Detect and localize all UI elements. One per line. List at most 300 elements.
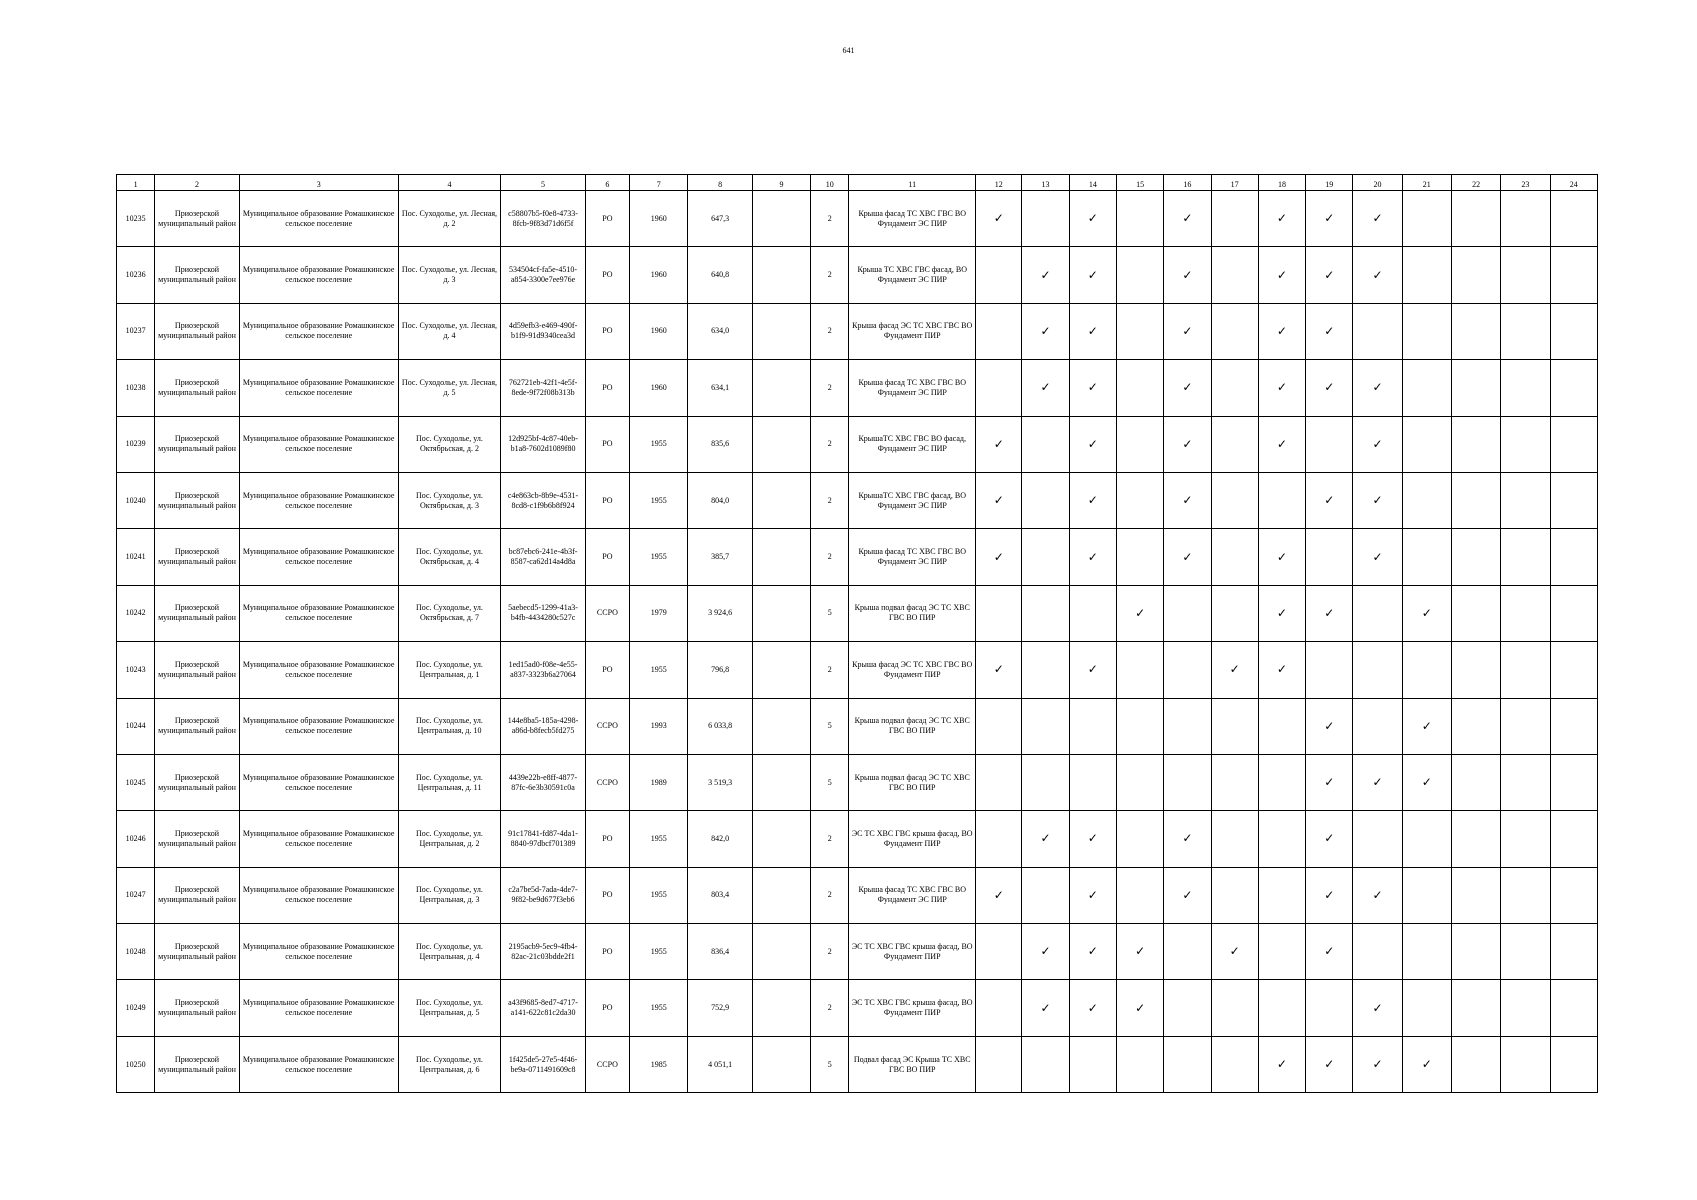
check-cell-col-17 — [1211, 754, 1258, 810]
column-9-cell — [752, 472, 810, 528]
district-cell: Приозерской муниципальный район — [155, 811, 240, 867]
year-cell: 1960 — [630, 303, 688, 359]
check-cell-col-21 — [1402, 191, 1451, 247]
column-10-cell: 2 — [811, 924, 849, 980]
check-cell-col-21 — [1402, 924, 1451, 980]
check-cell-col-18 — [1258, 1036, 1305, 1092]
check-cell-col-18 — [1258, 924, 1305, 980]
check-cell-col-24 — [1550, 247, 1597, 303]
column-9-cell — [752, 980, 810, 1036]
check-cell-col-15 — [1116, 303, 1163, 359]
table-row — [117, 1036, 1598, 1092]
check-cell-col-23 — [1501, 247, 1550, 303]
guid-cell: c2a7be5d-7ada-4de7-9f82-be9d677f3eb6 — [501, 867, 586, 923]
column-header-2: 2 — [155, 175, 240, 191]
works-cell: ЭС ТС ХВС ГВС крыша фасад, ВО Фундамент ПИР — [849, 924, 976, 980]
check-cell-col-13 — [1022, 1036, 1069, 1092]
check-mark-icon: ✓ — [1087, 323, 1098, 338]
check-cell-col-13 — [1022, 529, 1069, 585]
row-id-cell: 10236 — [117, 247, 155, 303]
check-cell-col-22 — [1451, 980, 1500, 1036]
check-cell-col-15 — [1116, 1036, 1163, 1092]
check-cell-col-20 — [1353, 416, 1402, 472]
check-cell-col-14 — [1069, 529, 1116, 585]
check-cell-col-13 — [1022, 924, 1069, 980]
check-cell-col-21 — [1402, 472, 1451, 528]
check-cell-col-24 — [1550, 642, 1597, 698]
check-cell-col-24 — [1550, 585, 1597, 641]
check-cell-col-17 — [1211, 811, 1258, 867]
column-10-cell: 5 — [811, 585, 849, 641]
area-cell: 3 519,3 — [688, 754, 752, 810]
check-cell-col-18 — [1258, 811, 1305, 867]
check-mark-icon: ✓ — [1421, 718, 1432, 733]
works-cell: ЭС ТС ХВС ГВС крыша фасад, ВО Фундамент ПИР — [849, 980, 976, 1036]
check-mark-icon: ✓ — [1372, 1000, 1383, 1015]
check-cell-col-19 — [1306, 698, 1353, 754]
check-cell-col-14 — [1069, 867, 1116, 923]
check-mark-icon: ✓ — [1372, 1057, 1383, 1072]
check-cell-col-19 — [1306, 754, 1353, 810]
check-cell-col-20 — [1353, 529, 1402, 585]
check-cell-col-14 — [1069, 360, 1116, 416]
check-mark-icon: ✓ — [993, 493, 1004, 508]
check-cell-col-15 — [1116, 416, 1163, 472]
check-cell-col-22 — [1451, 191, 1500, 247]
table-row — [117, 416, 1598, 472]
check-cell-col-16 — [1164, 811, 1211, 867]
municipality-cell: Муниципальное образование Ромашкинское сельское поселение — [239, 303, 398, 359]
check-mark-icon: ✓ — [1372, 549, 1383, 564]
check-cell-col-15 — [1116, 585, 1163, 641]
municipality-cell: Муниципальное образование Ромашкинское сельское поселение — [239, 472, 398, 528]
check-cell-col-15 — [1116, 360, 1163, 416]
row-id-cell: 10238 — [117, 360, 155, 416]
district-cell: Приозерской муниципальный район — [155, 529, 240, 585]
check-cell-col-18 — [1258, 247, 1305, 303]
check-cell-col-15 — [1116, 529, 1163, 585]
check-mark-icon: ✓ — [1421, 775, 1432, 790]
check-mark-icon: ✓ — [1040, 944, 1051, 959]
works-cell: Крыша фасад ЭС ТС ХВС ГВС ВО Фундамент ПИР — [849, 303, 976, 359]
check-mark-icon: ✓ — [1087, 211, 1098, 226]
check-cell-col-15 — [1116, 247, 1163, 303]
check-cell-col-13 — [1022, 247, 1069, 303]
check-cell-col-17 — [1211, 642, 1258, 698]
column-header-3: 3 — [239, 175, 398, 191]
check-cell-col-15 — [1116, 811, 1163, 867]
area-cell: 835,6 — [688, 416, 752, 472]
check-mark-icon: ✓ — [1229, 662, 1240, 677]
check-cell-col-24 — [1550, 811, 1597, 867]
check-cell-col-22 — [1451, 754, 1500, 810]
area-cell: 836,4 — [688, 924, 752, 980]
check-cell-col-19 — [1306, 472, 1353, 528]
check-cell-col-21 — [1402, 247, 1451, 303]
address-cell: Пос. Суходолье, ул. Центральная, д. 11 — [398, 754, 501, 810]
address-cell: Пос. Суходолье, ул. Лесная, д. 5 — [398, 360, 501, 416]
check-cell-col-13 — [1022, 867, 1069, 923]
check-cell-col-15 — [1116, 867, 1163, 923]
area-cell: 634,0 — [688, 303, 752, 359]
check-mark-icon: ✓ — [1182, 493, 1193, 508]
building-type-cell: РО — [585, 191, 629, 247]
check-cell-col-16 — [1164, 247, 1211, 303]
check-cell-col-22 — [1451, 472, 1500, 528]
check-cell-col-24 — [1550, 191, 1597, 247]
check-cell-col-18 — [1258, 585, 1305, 641]
check-cell-col-24 — [1550, 980, 1597, 1036]
check-cell-col-20 — [1353, 980, 1402, 1036]
area-cell: 647,3 — [688, 191, 752, 247]
column-header-12: 12 — [976, 175, 1022, 191]
check-cell-col-13 — [1022, 698, 1069, 754]
check-cell-col-14 — [1069, 191, 1116, 247]
check-cell-col-17 — [1211, 529, 1258, 585]
table-row — [117, 980, 1598, 1036]
check-cell-col-16 — [1164, 529, 1211, 585]
column-header-4: 4 — [398, 175, 501, 191]
municipality-cell: Муниципальное образование Ромашкинское сельское поселение — [239, 529, 398, 585]
check-cell-col-14 — [1069, 811, 1116, 867]
column-header-24: 24 — [1550, 175, 1597, 191]
check-mark-icon: ✓ — [1182, 831, 1193, 846]
check-mark-icon: ✓ — [1229, 944, 1240, 959]
check-mark-icon: ✓ — [1276, 1057, 1287, 1072]
year-cell: 1955 — [630, 642, 688, 698]
check-cell-col-16 — [1164, 585, 1211, 641]
check-cell-col-12 — [976, 811, 1022, 867]
check-cell-col-24 — [1550, 416, 1597, 472]
table-row — [117, 303, 1598, 359]
column-header-20: 20 — [1353, 175, 1402, 191]
check-mark-icon: ✓ — [1087, 1000, 1098, 1015]
check-cell-col-12 — [976, 529, 1022, 585]
check-cell-col-23 — [1501, 698, 1550, 754]
check-mark-icon: ✓ — [1324, 323, 1335, 338]
check-mark-icon: ✓ — [1087, 549, 1098, 564]
check-cell-col-18 — [1258, 303, 1305, 359]
column-9-cell — [752, 416, 810, 472]
check-cell-col-20 — [1353, 303, 1402, 359]
check-cell-col-18 — [1258, 472, 1305, 528]
check-mark-icon: ✓ — [1324, 887, 1335, 902]
check-mark-icon: ✓ — [1040, 267, 1051, 282]
area-cell: 804,0 — [688, 472, 752, 528]
check-cell-col-19 — [1306, 642, 1353, 698]
guid-cell: 1f425de5-27e5-4f46-be9a-0711491609c8 — [501, 1036, 586, 1092]
check-cell-col-13 — [1022, 360, 1069, 416]
check-cell-col-13 — [1022, 416, 1069, 472]
check-cell-col-14 — [1069, 754, 1116, 810]
row-id-cell: 10245 — [117, 754, 155, 810]
year-cell: 1955 — [630, 811, 688, 867]
building-type-cell: РО — [585, 811, 629, 867]
column-10-cell: 5 — [811, 754, 849, 810]
area-cell: 752,9 — [688, 980, 752, 1036]
works-cell: ЭС ТС ХВС ГВС крыша фасад, ВО Фундамент ПИР — [849, 811, 976, 867]
check-cell-col-21 — [1402, 529, 1451, 585]
guid-cell: 4d59efb3-e469-490f-b1f9-91d9340cea3d — [501, 303, 586, 359]
check-cell-col-14 — [1069, 585, 1116, 641]
check-cell-col-21 — [1402, 698, 1451, 754]
check-mark-icon: ✓ — [993, 662, 1004, 677]
column-10-cell: 2 — [811, 247, 849, 303]
municipality-cell: Муниципальное образование Ромашкинское сельское поселение — [239, 980, 398, 1036]
check-mark-icon: ✓ — [993, 436, 1004, 451]
check-cell-col-17 — [1211, 698, 1258, 754]
check-cell-col-23 — [1501, 867, 1550, 923]
check-cell-col-20 — [1353, 472, 1402, 528]
check-cell-col-16 — [1164, 1036, 1211, 1092]
check-cell-col-20 — [1353, 1036, 1402, 1092]
check-cell-col-16 — [1164, 698, 1211, 754]
check-cell-col-21 — [1402, 642, 1451, 698]
check-mark-icon: ✓ — [1324, 718, 1335, 733]
row-id-cell: 10243 — [117, 642, 155, 698]
check-mark-icon: ✓ — [1040, 831, 1051, 846]
table-row — [117, 191, 1598, 247]
check-cell-col-12 — [976, 191, 1022, 247]
row-id-cell: 10246 — [117, 811, 155, 867]
district-cell: Приозерской муниципальный район — [155, 191, 240, 247]
check-mark-icon: ✓ — [1324, 380, 1335, 395]
check-mark-icon: ✓ — [1324, 831, 1335, 846]
table-row — [117, 472, 1598, 528]
area-cell: 796,8 — [688, 642, 752, 698]
table-row — [117, 867, 1598, 923]
check-cell-col-14 — [1069, 247, 1116, 303]
column-10-cell: 2 — [811, 360, 849, 416]
check-cell-col-19 — [1306, 867, 1353, 923]
check-mark-icon: ✓ — [1040, 380, 1051, 395]
building-type-cell: ССРО — [585, 585, 629, 641]
check-cell-col-23 — [1501, 642, 1550, 698]
column-9-cell — [752, 754, 810, 810]
municipality-cell: Муниципальное образование Ромашкинское сельское поселение — [239, 924, 398, 980]
check-cell-col-23 — [1501, 980, 1550, 1036]
check-mark-icon: ✓ — [1276, 436, 1287, 451]
check-cell-col-17 — [1211, 416, 1258, 472]
check-mark-icon: ✓ — [1182, 267, 1193, 282]
works-cell: Крыша ТС ХВС ГВС фасад, ВО Фундамент ЭС ПИР — [849, 247, 976, 303]
check-cell-col-12 — [976, 642, 1022, 698]
row-id-cell: 10247 — [117, 867, 155, 923]
table-row — [117, 247, 1598, 303]
check-cell-col-12 — [976, 980, 1022, 1036]
check-cell-col-23 — [1501, 416, 1550, 472]
check-cell-col-20 — [1353, 247, 1402, 303]
check-cell-col-21 — [1402, 416, 1451, 472]
check-cell-col-22 — [1451, 642, 1500, 698]
check-mark-icon: ✓ — [1421, 605, 1432, 620]
municipality-cell: Муниципальное образование Ромашкинское сельское поселение — [239, 754, 398, 810]
column-header-10: 10 — [811, 175, 849, 191]
check-cell-col-12 — [976, 247, 1022, 303]
check-cell-col-14 — [1069, 472, 1116, 528]
address-cell: Пос. Суходолье, ул. Центральная, д. 10 — [398, 698, 501, 754]
address-cell: Пос. Суходолье, ул. Центральная, д. 2 — [398, 811, 501, 867]
year-cell: 1955 — [630, 416, 688, 472]
building-type-cell: РО — [585, 980, 629, 1036]
check-mark-icon: ✓ — [1372, 380, 1383, 395]
check-cell-col-21 — [1402, 1036, 1451, 1092]
check-mark-icon: ✓ — [1040, 1000, 1051, 1015]
year-cell: 1989 — [630, 754, 688, 810]
address-cell: Пос. Суходолье, ул. Октябрьская, д. 7 — [398, 585, 501, 641]
check-mark-icon: ✓ — [1276, 211, 1287, 226]
area-cell: 385,7 — [688, 529, 752, 585]
check-cell-col-16 — [1164, 303, 1211, 359]
municipality-cell: Муниципальное образование Ромашкинское сельское поселение — [239, 585, 398, 641]
check-cell-col-22 — [1451, 698, 1500, 754]
check-cell-col-23 — [1501, 811, 1550, 867]
check-cell-col-13 — [1022, 472, 1069, 528]
check-cell-col-17 — [1211, 924, 1258, 980]
check-cell-col-12 — [976, 754, 1022, 810]
check-cell-col-21 — [1402, 867, 1451, 923]
check-mark-icon: ✓ — [1324, 605, 1335, 620]
check-cell-col-15 — [1116, 698, 1163, 754]
check-cell-col-13 — [1022, 303, 1069, 359]
check-cell-col-21 — [1402, 980, 1451, 1036]
building-type-cell: ССРО — [585, 698, 629, 754]
column-9-cell — [752, 585, 810, 641]
address-cell: Пос. Суходолье, ул. Центральная, д. 4 — [398, 924, 501, 980]
check-mark-icon: ✓ — [1087, 267, 1098, 282]
municipality-cell: Муниципальное образование Ромашкинское сельское поселение — [239, 191, 398, 247]
address-cell: Пос. Суходолье, ул. Центральная, д. 6 — [398, 1036, 501, 1092]
check-cell-col-19 — [1306, 191, 1353, 247]
area-cell: 803,4 — [688, 867, 752, 923]
area-cell: 640,8 — [688, 247, 752, 303]
check-cell-col-23 — [1501, 472, 1550, 528]
building-type-cell: РО — [585, 247, 629, 303]
check-cell-col-19 — [1306, 1036, 1353, 1092]
check-cell-col-23 — [1501, 303, 1550, 359]
check-cell-col-20 — [1353, 642, 1402, 698]
check-cell-col-20 — [1353, 811, 1402, 867]
check-cell-col-12 — [976, 698, 1022, 754]
column-header-19: 19 — [1306, 175, 1353, 191]
check-cell-col-12 — [976, 472, 1022, 528]
check-cell-col-21 — [1402, 360, 1451, 416]
check-cell-col-24 — [1550, 529, 1597, 585]
column-header-6: 6 — [585, 175, 629, 191]
table-body — [117, 191, 1598, 1093]
check-cell-col-18 — [1258, 416, 1305, 472]
table-row — [117, 360, 1598, 416]
year-cell: 1955 — [630, 924, 688, 980]
address-cell: Пос. Суходолье, ул. Лесная, д. 2 — [398, 191, 501, 247]
check-cell-col-15 — [1116, 924, 1163, 980]
check-cell-col-20 — [1353, 191, 1402, 247]
column-header-13: 13 — [1022, 175, 1069, 191]
check-mark-icon: ✓ — [993, 549, 1004, 564]
check-mark-icon: ✓ — [1324, 944, 1335, 959]
year-cell: 1955 — [630, 867, 688, 923]
table-row — [117, 698, 1598, 754]
column-10-cell: 2 — [811, 811, 849, 867]
guid-cell: 534504cf-fa5e-4510-a854-3300e7ee976e — [501, 247, 586, 303]
works-cell: Подвал фасад ЭС Крыша ТС ХВС ГВС ВО ПИР — [849, 1036, 976, 1092]
check-cell-col-23 — [1501, 754, 1550, 810]
column-header-23: 23 — [1501, 175, 1550, 191]
check-mark-icon: ✓ — [1182, 211, 1193, 226]
check-cell-col-18 — [1258, 698, 1305, 754]
building-type-cell: РО — [585, 360, 629, 416]
check-mark-icon: ✓ — [1087, 493, 1098, 508]
works-cell: Крыша фасад ЭС ТС ХВС ГВС ВО Фундамент ПИР — [849, 642, 976, 698]
check-cell-col-18 — [1258, 360, 1305, 416]
address-cell: Пос. Суходолье, ул. Центральная, д. 1 — [398, 642, 501, 698]
area-cell: 842,0 — [688, 811, 752, 867]
column-header-15: 15 — [1116, 175, 1163, 191]
guid-cell: 762721eb-42f1-4e5f-8ede-9f72f08b313b — [501, 360, 586, 416]
check-cell-col-17 — [1211, 980, 1258, 1036]
check-cell-col-17 — [1211, 303, 1258, 359]
check-mark-icon: ✓ — [1324, 211, 1335, 226]
area-cell: 6 033,8 — [688, 698, 752, 754]
check-mark-icon: ✓ — [1276, 323, 1287, 338]
column-10-cell: 2 — [811, 529, 849, 585]
check-mark-icon: ✓ — [1087, 831, 1098, 846]
column-header-16: 16 — [1164, 175, 1211, 191]
building-type-cell: ССРО — [585, 754, 629, 810]
column-9-cell — [752, 811, 810, 867]
check-cell-col-17 — [1211, 472, 1258, 528]
column-9-cell — [752, 642, 810, 698]
column-10-cell: 5 — [811, 1036, 849, 1092]
check-mark-icon: ✓ — [1182, 887, 1193, 902]
check-cell-col-24 — [1550, 1036, 1597, 1092]
check-cell-col-17 — [1211, 867, 1258, 923]
municipality-cell: Муниципальное образование Ромашкинское сельское поселение — [239, 360, 398, 416]
check-cell-col-23 — [1501, 360, 1550, 416]
column-header-8: 8 — [688, 175, 752, 191]
building-type-cell: РО — [585, 472, 629, 528]
column-header-11: 11 — [849, 175, 976, 191]
check-cell-col-23 — [1501, 924, 1550, 980]
column-header-9: 9 — [752, 175, 810, 191]
check-cell-col-18 — [1258, 191, 1305, 247]
column-9-cell — [752, 191, 810, 247]
check-mark-icon: ✓ — [1135, 605, 1146, 620]
check-cell-col-12 — [976, 303, 1022, 359]
building-type-cell: РО — [585, 642, 629, 698]
municipality-cell: Муниципальное образование Ромашкинское сельское поселение — [239, 416, 398, 472]
works-cell: КрышаТС ХВС ГВС фасад, ВО Фундамент ЭС ПИР — [849, 472, 976, 528]
check-cell-col-20 — [1353, 924, 1402, 980]
page-number: 641 — [842, 46, 855, 55]
check-cell-col-22 — [1451, 1036, 1500, 1092]
check-mark-icon: ✓ — [1182, 380, 1193, 395]
area-cell: 3 924,6 — [688, 585, 752, 641]
check-cell-col-17 — [1211, 585, 1258, 641]
check-cell-col-19 — [1306, 416, 1353, 472]
check-cell-col-20 — [1353, 585, 1402, 641]
column-header-7: 7 — [630, 175, 688, 191]
municipality-cell: Муниципальное образование Ромашкинское сельское поселение — [239, 811, 398, 867]
district-cell: Приозерской муниципальный район — [155, 303, 240, 359]
district-cell: Приозерской муниципальный район — [155, 980, 240, 1036]
check-mark-icon: ✓ — [993, 887, 1004, 902]
check-mark-icon: ✓ — [1040, 323, 1051, 338]
check-mark-icon: ✓ — [1276, 662, 1287, 677]
address-cell: Пос. Суходолье, ул. Центральная, д. 3 — [398, 867, 501, 923]
guid-cell: 2195acb9-5ec9-4fb4-82ac-21c03bdde2f1 — [501, 924, 586, 980]
check-cell-col-12 — [976, 585, 1022, 641]
